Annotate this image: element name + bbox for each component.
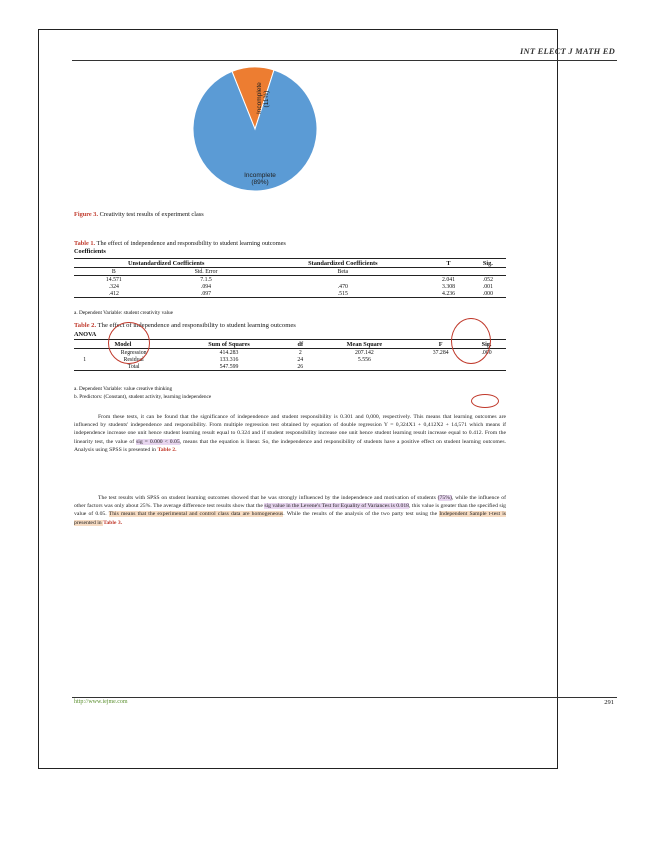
col-sig: Sig.: [482, 259, 493, 267]
table-row: [74, 290, 506, 298]
figure-text: Creativity test results of experiment class: [99, 211, 204, 218]
cell-name: Regression: [120, 349, 147, 356]
p2-text-e: , this value is greater than the specified sig value of 0.05.: [74, 503, 506, 518]
p2-highlight-pct: (75%): [437, 495, 452, 501]
table1-subtitle: Coefficients: [74, 248, 106, 255]
table2-note-1: a. Dependent Variable: value creative thinking: [74, 386, 173, 392]
col-standardized: Standardized Coefficients: [308, 259, 378, 267]
paragraph-1: [74, 413, 506, 454]
cell-name: Residual: [123, 356, 144, 363]
pie-label-small-text: Incomplete: [256, 82, 263, 114]
cell-ms: [315, 363, 415, 371]
cell-sig: .000: [482, 290, 493, 297]
pie-label-large-text: Incomplete: [244, 172, 276, 179]
col-sum-squares: Sum of Squares: [172, 340, 286, 349]
col-unstandardized: Unstandardized Coefficients: [127, 259, 205, 267]
footer-rule: [72, 697, 617, 698]
cell-se: .097: [200, 290, 212, 297]
col-df: df: [286, 340, 314, 349]
cell-df: 24: [297, 356, 304, 363]
col-mean-square: Mean Square: [315, 340, 415, 349]
figure-number: Figure 3.: [74, 211, 99, 218]
cell-b: .324: [108, 283, 119, 290]
p2-highlight-ttest: Independent Sample t-test is presented in: [74, 511, 506, 526]
cell-df: 2: [298, 349, 302, 356]
col-f: F: [414, 340, 467, 349]
cell-f: [414, 363, 467, 371]
col-t: T: [446, 259, 451, 267]
p2-highlight-homogeneous: This means that the experimental and control class data are homogeneous: [108, 511, 284, 518]
table2-caption: [74, 322, 296, 329]
col-empty: [470, 268, 506, 276]
cell-t: 4.236: [441, 290, 456, 297]
cell-t: 2.041: [441, 276, 456, 283]
paragraph-2: [74, 494, 506, 527]
cell-ms: 207.142: [354, 349, 374, 356]
cell-model-num: 1: [83, 356, 87, 363]
pie-label-large: [230, 172, 290, 186]
table-row: [74, 283, 506, 290]
table1-note: a. Dependent Variable: student creativity value: [74, 310, 174, 316]
pie-chart: [190, 54, 320, 204]
table3-link[interactable]: Table 3.: [103, 519, 123, 526]
cell-b: .412: [108, 290, 119, 297]
table-row: [74, 276, 506, 284]
p2-highlight-sig: sig value in the Levene's Test for Equality of Variances is 0.018: [264, 503, 410, 510]
col-std-error: Std. Error: [154, 268, 259, 276]
p1-text-a: From these tests, it can be found that the significance of independence and student responsibility is 0.301 and 0,000, respectively. This means that learning outcomes are influenced by students' independence and responsibility. From multiple regression test obtained by equation of double regression Y = 0,324X1 + 0,412X2 + 14,571 which means if independence increase one unit hence student learning result equal to 0.324 and if student responsibility increase one unit hence student learning result increase equal to 0.412. From the linearity test, the value of: [74, 414, 506, 445]
table2-link[interactable]: Table 2.: [157, 446, 177, 453]
cell-se: .094: [200, 283, 212, 290]
col-sig: Sig.: [467, 340, 506, 349]
figure-caption: [74, 211, 204, 218]
col-b: B: [74, 268, 154, 276]
col-beta: Beta: [258, 268, 427, 276]
table2-subtitle: ANOVA: [74, 331, 97, 338]
table-row: [74, 363, 506, 371]
cell-sig: .052: [482, 276, 493, 283]
coefficients-table: [74, 258, 506, 298]
cell-ss: 547.599: [219, 363, 239, 370]
cell-sig: [467, 363, 506, 371]
p1-text-c: , means that the equation is linear. So, the independence and responsibility of students have a positive effect on student learning outcomes. Analysis using SPSS is presented in: [74, 438, 506, 453]
table2-note-2: b. Predictors: (Constant), student activity, learning independence: [74, 394, 212, 400]
header-rule: [72, 60, 617, 61]
cell-name: Total: [127, 363, 140, 370]
pie-label-small: [256, 84, 270, 114]
footer-url[interactable]: http://www.iejme.com: [74, 699, 128, 705]
table2-number: Table 2.: [74, 322, 97, 329]
p2-text-a: The test results with SPSS on student learning outcomes showed that he was strongly influenced by the independence and motivation of students: [98, 495, 438, 501]
p1-highlight: sig = 0.000 < 0.05: [136, 438, 180, 445]
table2-title: The effect of independence and responsibility to student learning outcomes: [97, 322, 296, 329]
pie-label-large-pct: (89%): [251, 179, 269, 186]
page-number: 291: [604, 699, 614, 706]
cell-beta: [258, 276, 427, 284]
cell-se: 7.1.5: [200, 276, 212, 283]
col-empty: [427, 268, 470, 276]
cell-t: 3.308: [441, 283, 456, 290]
annotation-circle-b: [108, 322, 150, 364]
cell-sig: .000: [481, 349, 492, 356]
annotation-circle-anova-sig: [471, 394, 499, 408]
table1-title: The effect of independence and responsibility to student learning outcomes: [96, 240, 286, 247]
cell-beta: .470: [337, 283, 348, 290]
col-model: Model: [74, 340, 172, 349]
cell-b: 14.571: [105, 276, 122, 283]
cell-ss: 414.283: [219, 349, 239, 356]
cell-ss: 133.316: [219, 356, 239, 363]
journal-header: INT ELECT J MATH ED: [520, 46, 615, 56]
pie-label-small-pct: (11%): [263, 90, 270, 108]
p2-text-g: . While the results of the analysis of the two party test using the: [283, 511, 440, 518]
table1-number: Table 1.: [74, 240, 96, 247]
cell-ms: 5.556: [357, 356, 371, 363]
p2-text-c: , while the influence of other factors was only about 25%. The average difference test results show that the: [74, 495, 506, 510]
cell-f: 37.284: [432, 349, 449, 356]
cell-sig: .001: [482, 283, 493, 290]
cell-beta: .515: [337, 290, 348, 297]
annotation-circle-sig: [451, 318, 491, 364]
table1-caption: [74, 240, 286, 247]
cell-df: 26: [297, 363, 304, 370]
